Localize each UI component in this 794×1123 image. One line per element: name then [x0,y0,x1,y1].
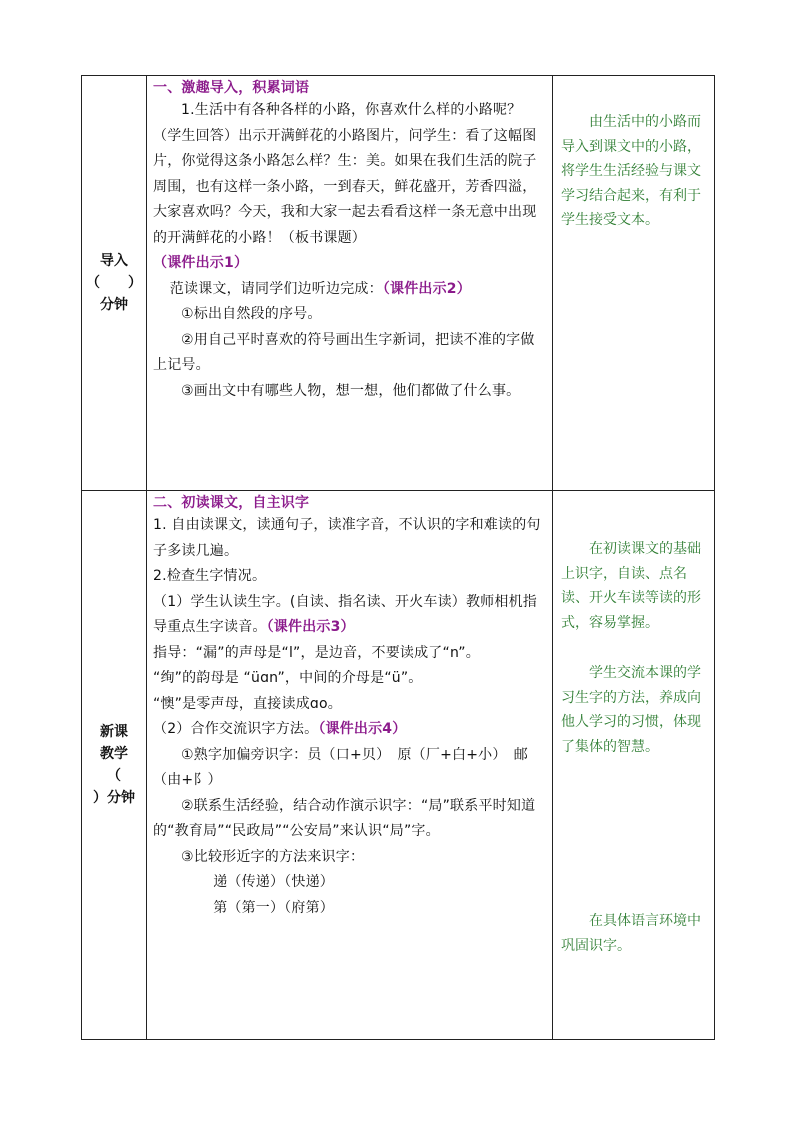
section-heading: 二、初读课文，自主识字 [153,495,310,511]
note-cell-intro [553,76,715,491]
paragraph: 1. 自由读课文，读通句子，读准字音，不认识的字和难读的句子多读几遍。 [153,517,541,559]
stage-label: 导入 [100,253,128,269]
courseware-label: （课件出示2） [382,280,471,297]
design-note: 学生交流本课的学习生字的方法，养成向他人学习的习惯，体现了集体的智慧。 [561,665,701,755]
paragraph: 1.生活中有各种各样的小路，你喜欢什么样的小路呢？（学生回答）出示开满鲜花的小路图片，问学生：看了这幅图片，你觉得这条小路怎么样？生：美。如果在我们生活的院子周围，也有这样一条小路，一到春天，鲜花盛开，芳香四溢，大家喜欢吗？今天，我和大家一起去看看这样一条无意中出现的开满鲜花的小路！（板书课题） [153,102,537,246]
paragraph: “绚”的韵母是 “üɑn”，中间的介母是“ü”。 [153,670,423,686]
list-item: ③画出文中有哪些人物，想一想，他们都做了什么事。 [181,382,521,399]
stage-label: ）分钟 [93,790,135,806]
paragraph-text: （2）合作交流识字方法。 [153,721,319,737]
design-note: 在具体语言环境中巩固识字。 [561,913,701,954]
courseware-label: （课件出示1） [153,255,249,271]
list-item: 递（传递）（快递） [213,874,334,890]
courseware-label: （课件出示4） [318,721,407,737]
design-note: 由生活中的小路而导入到课文中的小路，将学生生活经验与课文学习结合起来，有利于学生接受文本。 [561,114,701,228]
stage-cell-new-lesson [82,491,147,1040]
table-row [82,76,715,491]
list-item: 第（第一）（府第） [213,899,334,916]
list-item: ③比较形近字的方法来识字： [181,848,365,865]
list-item: ②联系生活经验，结合动作演示识字：“局”联系平时知道的“教育局”“民政局”“公安局”来认识“局”字。 [153,797,536,839]
design-note: 在初读课文的基础上识字，自读、点名读、开火车读等读的形式，容易掌握。 [561,541,701,631]
stage-label: （ [107,768,121,784]
stage-label: （ ） [86,275,142,291]
section-heading: 一、激趣导入，积累词语 [153,80,310,96]
content-cell-intro [147,76,553,491]
content-cell-new-lesson [147,491,553,1040]
stage-label: 新课 [100,724,128,740]
stage-label: 教学 [100,746,128,762]
lesson-plan-table [81,75,715,1040]
paragraph-text: （1）学生认读生字。(自读、指名读、开火车读）教师相机指导重点生字读音。 [153,593,537,635]
list-item: ②用自己平时喜欢的符号画出生字新词，把读不准的字做上记号。 [153,331,535,373]
paragraph [153,277,548,303]
list-item: ①标出自然段的序号。 [181,306,322,322]
paragraph-text: 范读课文，请同学们边听边完成： [169,280,383,297]
paragraph: 指导：“漏”的声母是“l”，是边音，不要读成了“n”。 [153,644,480,661]
courseware-label: （课件出示3） [266,619,355,635]
paragraph [153,717,548,743]
list-item: ①熟字加偏旁识字：员（口+贝） 原（厂+白+小） 邮（由+阝） [153,746,528,788]
paragraph: 2.检查生字情况。 [153,568,267,584]
paragraph: “懊”是零声母，直接读成ɑo。 [153,695,342,712]
table-row [82,491,715,1040]
paragraph [153,590,548,641]
stage-cell-intro [82,76,147,491]
stage-label: 分钟 [100,297,128,313]
note-cell-new-lesson [553,491,715,1040]
